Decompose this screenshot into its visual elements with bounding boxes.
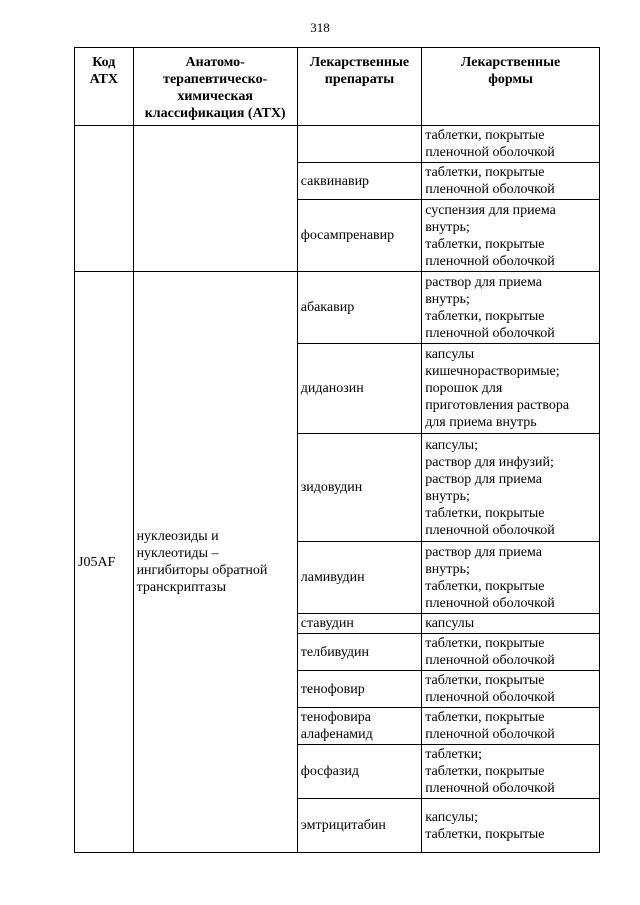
form-cell-text: капсулы; (425, 437, 478, 453)
drug-cell-text: эмтрицитабин (300, 818, 386, 833)
drug-cell (297, 163, 421, 200)
form-cell-text: раствор для инфузий; (425, 454, 554, 470)
form-cell-text: суспензия для приема (425, 202, 556, 218)
drug-cell-text: саквинавир (300, 173, 370, 189)
form-cell-text: раствор для приема (425, 544, 542, 560)
form-cell-text: пленочной оболочкой (425, 145, 555, 160)
form-cell-text: раствор для приема (425, 471, 542, 487)
drug-cell-text: алафенамид (300, 727, 373, 742)
form-cell-text: таблетки, покрытые (425, 308, 545, 324)
header-text: препараты (324, 72, 395, 87)
header-text: химическая (177, 89, 253, 104)
form-cell-text: таблетки, покрытые (425, 710, 545, 725)
drug-cell-text: фосампренавир (300, 228, 395, 243)
form-cell (422, 614, 600, 634)
header-classification (133, 48, 297, 126)
form-cell (422, 272, 600, 344)
header-text: Лекарственные (309, 55, 410, 70)
form-cell-text: раствор для приема (425, 274, 542, 290)
drug-cell-text: зидовудин (300, 480, 363, 495)
form-cell-text: пленочной оболочкой (425, 182, 555, 197)
form-cell (422, 200, 600, 272)
form-cell-text: порошок для (425, 381, 503, 396)
header-text: АТХ (89, 72, 118, 87)
form-cell-text: таблетки, покрытые (425, 673, 545, 688)
form-cell (422, 126, 600, 163)
drug-cell (297, 671, 421, 708)
form-cell-text: таблетки; (425, 747, 482, 762)
form-cell-text: капсулы (425, 347, 475, 362)
drug-cell-text: тенофовир (300, 681, 365, 697)
drug-cell (297, 799, 421, 853)
group-name-cell-text: нуклеотиды – (136, 546, 219, 561)
form-cell-text: пленочной оболочкой (425, 781, 555, 796)
table-body (75, 126, 600, 853)
form-cell (422, 434, 600, 542)
drug-cell (297, 200, 421, 272)
form-cell-text: пленочной оболочкой (425, 253, 555, 269)
form-cell-text: таблетки, покрытые (425, 764, 545, 779)
header-code (75, 48, 134, 126)
drug-cell-text: тенофовира (300, 710, 371, 725)
drug-cell-text: ставудин (300, 616, 354, 631)
form-cell-text: пленочной оболочкой (425, 727, 555, 742)
header-text: Лекарственные (460, 55, 561, 70)
drug-cell-text: телбивудин (300, 644, 370, 660)
drug-cell-text: фосфазид (300, 764, 359, 779)
form-cell-text: таблетки, покрытые (425, 578, 545, 594)
header-text: Анатомо- (185, 55, 245, 70)
drug-cell (297, 614, 421, 634)
table-row (75, 126, 600, 163)
form-cell-text: пленочной оболочкой (425, 522, 555, 538)
form-cell (422, 344, 600, 434)
atx-code-cell (75, 272, 134, 853)
form-cell-text: капсулы (425, 616, 475, 631)
group-name-cell-text: транскриптазы (136, 580, 226, 595)
table-row (75, 272, 600, 344)
form-cell-text: внутрь; (425, 488, 470, 504)
header-text: формы (488, 72, 533, 87)
form-cell (422, 163, 600, 200)
table-header-row (75, 48, 600, 126)
header-text: классификация (АТХ) (144, 106, 286, 121)
form-cell-text: внутрь; (425, 219, 470, 235)
drug-cell-text: абакавир (300, 300, 355, 315)
code-cell (75, 126, 134, 272)
group-name-cell (133, 272, 297, 853)
form-cell-text: пленочной оболочкой (425, 595, 555, 611)
form-cell (422, 542, 600, 614)
form-cell (422, 634, 600, 671)
form-cell (422, 799, 600, 853)
drug-cell (297, 434, 421, 542)
form-cell-text: таблетки, покрытые (425, 128, 545, 143)
header-text: Код (92, 55, 116, 70)
drug-cell-text: диданозин (300, 381, 364, 396)
atx-table (74, 47, 600, 853)
form-cell-text: приготовления раствора (425, 398, 570, 413)
drug-cell (297, 745, 421, 799)
drug-cell-text: ламивудин (300, 570, 365, 585)
form-cell-text: таблетки, покрытые (425, 826, 545, 842)
form-cell-text: капсулы; (425, 809, 478, 825)
form-cell-text: таблетки, покрытые (425, 505, 545, 521)
form-cell-text: пленочной оболочкой (425, 653, 555, 668)
form-cell (422, 671, 600, 708)
header-text: терапевтическо- (163, 72, 268, 87)
form-cell-text: для приема внутрь (425, 415, 537, 430)
atx-code-cell-text: J05AF (78, 554, 116, 570)
form-cell-text: таблетки, покрытые (425, 165, 545, 180)
drug-cell (297, 344, 421, 434)
form-cell-text: пленочной оболочкой (425, 690, 555, 705)
form-cell-text: внутрь; (425, 291, 470, 307)
drug-cell (297, 272, 421, 344)
header-drugs (297, 48, 421, 126)
form-cell-text: пленочной оболочкой (425, 325, 555, 341)
form-cell-text: таблетки, покрытые (425, 636, 545, 651)
header-forms (422, 48, 600, 126)
form-cell-text: таблетки, покрытые (425, 236, 545, 252)
classification-cell (133, 126, 297, 272)
page-number: 318 (310, 20, 330, 35)
group-name-cell-text: ингибиторы обратной (136, 563, 268, 578)
form-cell (422, 708, 600, 745)
form-cell-text: кишечнорастворимые; (425, 364, 560, 379)
group-name-cell-text: нуклеозиды и (136, 529, 219, 544)
form-cell (422, 745, 600, 799)
drug-cell (297, 708, 421, 745)
drug-cell (297, 542, 421, 614)
form-cell-text: внутрь; (425, 561, 470, 577)
drug-cell (297, 634, 421, 671)
drug-cell (297, 126, 421, 163)
